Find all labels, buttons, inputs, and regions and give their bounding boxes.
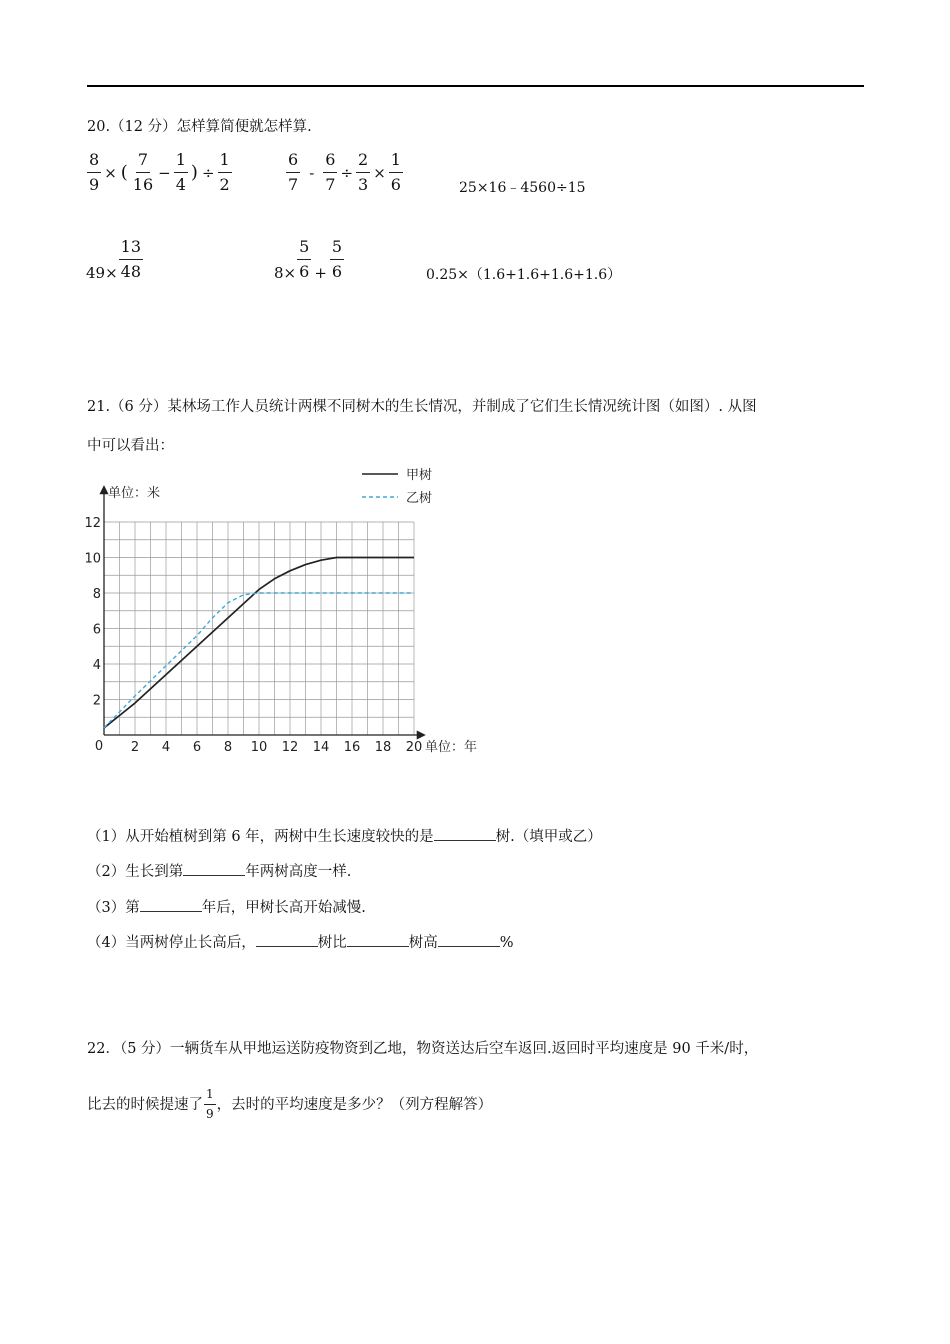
legend-label-yi: 乙树 [406, 491, 433, 506]
x-tick-label: 20 [405, 740, 423, 755]
q20-expr-2: $\frac{6}{7}$ - $\frac{6}{7}$ ÷ $\frac{2}{3}$ × $\frac{1}{6}$ [288, 150, 401, 194]
growth-chart [80, 460, 500, 760]
x-tick-label: 14 [312, 740, 330, 755]
x-tick-label: 10 [250, 740, 268, 755]
answer-blank[interactable] [434, 826, 496, 841]
y-tick-label: 8 [92, 587, 101, 602]
answer-blank[interactable] [438, 932, 500, 947]
q20-expr-3: 25×16﹣4560÷15 [459, 180, 586, 196]
fraction: $\frac{6}{7}$ [288, 150, 299, 194]
fraction: $\frac{7}{16}$ [132, 150, 154, 194]
fraction: $\frac{6}{7}$ [325, 150, 336, 194]
q22-line-2: 比去的时候提速了 $\frac{1}{9}$ ，去时的平均速度是多少？（列方程解答） [87, 1087, 493, 1121]
fraction: $\frac{1}{2}$ [219, 150, 230, 194]
q20-expr-4: 49× $\frac{13}{48}$ [86, 236, 142, 282]
y-tick-label: 12 [84, 516, 101, 531]
answer-blank[interactable] [183, 861, 245, 876]
x-tick-label: 2 [130, 740, 140, 755]
y-tick-label: 4 [92, 658, 101, 673]
q21-line-1: 21.（6 分）某林场工作人员统计两棵不同树木的生长情况，并制成了它们生长情况统计图（如图）. 从图 [87, 399, 757, 415]
x-tick-label: 4 [161, 740, 171, 755]
answer-blank[interactable] [256, 932, 318, 947]
top-rule [87, 85, 864, 87]
fraction: $\frac{1}{9}$ [206, 1087, 214, 1121]
q21-sub-2: （2）生长到第 年两树高度一样. [87, 861, 351, 883]
q20-expr-5: 8× $\frac{5}{6}$ + $\frac{5}{6}$ [274, 236, 343, 282]
fraction: $\frac{5}{6}$ [299, 236, 310, 281]
x-axis-label: 单位：年 [425, 740, 478, 755]
x-tick-label: 6 [192, 740, 202, 755]
q20-expr-6: 0.25×（1.6+1.6+1.6+1.6） [426, 267, 622, 283]
q21-line-2: 中可以看出： [87, 438, 174, 454]
x-tick-label: 16 [343, 740, 361, 755]
fraction: $\frac{1}{4}$ [175, 150, 186, 194]
y-tick-label: 6 [92, 622, 101, 638]
legend-label-jia: 甲树 [406, 468, 433, 483]
q21-sub-4: （4）当两树停止长高后， 树比 树高 % [87, 932, 514, 954]
x-tick-label: 12 [281, 740, 299, 755]
answer-blank[interactable] [347, 932, 409, 947]
origin-label: 0 [94, 739, 104, 754]
fraction: $\frac{13}{48}$ [120, 236, 142, 281]
q21-sub-3: （3）第 年后，甲树长高开始减慢. [87, 897, 366, 919]
y-tick-label: 2 [92, 693, 101, 709]
x-tick-label: 18 [374, 740, 392, 755]
fraction: $\frac{8}{9}$ [89, 150, 100, 194]
q21-sub-1: （1）从开始植树到第 6 年，两树中生长速度较快的是 树.（填甲或乙） [87, 826, 602, 848]
fraction: $\frac{5}{6}$ [331, 236, 343, 281]
q22-line-1: 22．（5 分）一辆货车从甲地运送防疫物资到乙地，物资送达后空车返回.返回时平均速度是 90 千米/时， [87, 1041, 759, 1057]
fraction: $\frac{1}{6}$ [390, 150, 401, 194]
q20-title: 20.（12 分）怎样算简便就怎样算. [87, 119, 312, 135]
y-tick-label: 10 [84, 551, 101, 567]
answer-blank[interactable] [140, 897, 202, 912]
y-axis-label: 单位：米 [108, 486, 161, 501]
x-tick-label: 8 [223, 740, 233, 755]
chart-grid [104, 522, 414, 735]
q20-expr-1: $\frac{8}{9}$ × ( $\frac{7}{16}$ − $\frac{1}{4}$ ) ÷ $\frac{1}{2}$ [89, 150, 230, 194]
fraction: $\frac{2}{3}$ [358, 150, 369, 194]
